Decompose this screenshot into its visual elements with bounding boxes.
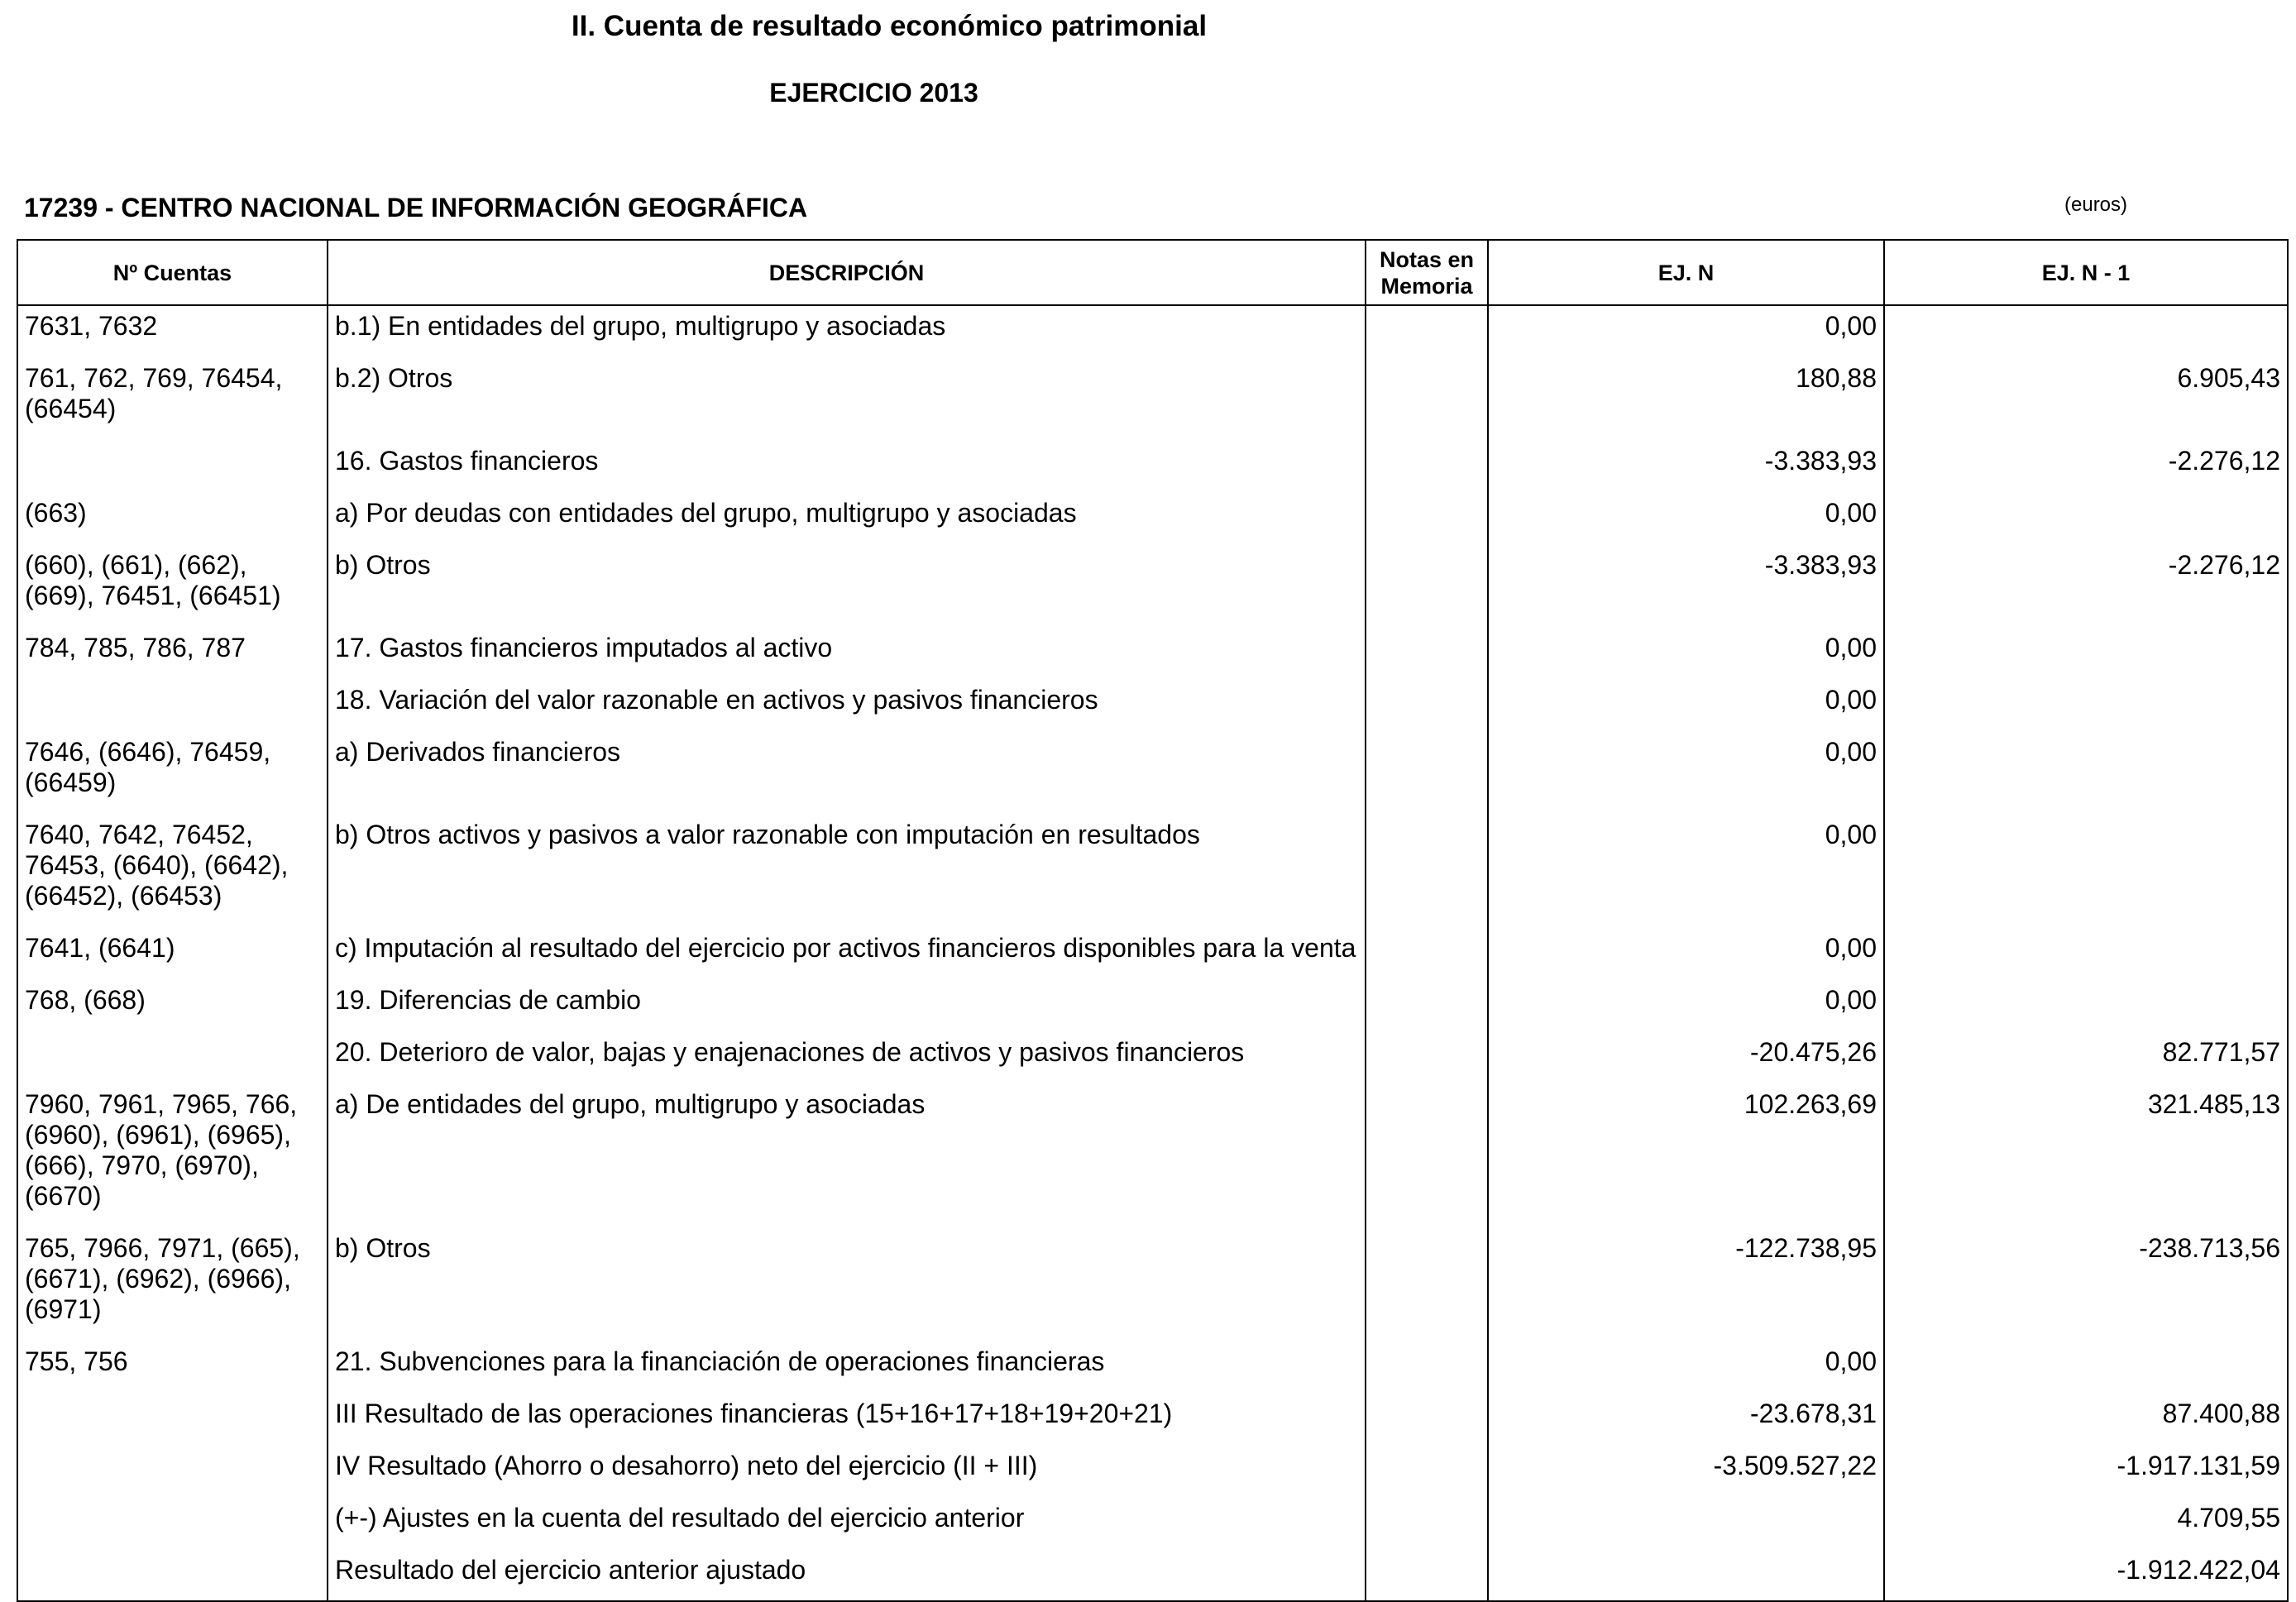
cell-current-year: 0,00 [1488, 815, 1884, 928]
cell-notes [1366, 815, 1488, 928]
cell-previous-year: -238.713,56 [1884, 1228, 2288, 1341]
cell-accounts: 7641, (6641) [17, 928, 328, 980]
cell-current-year: -3.383,93 [1488, 441, 1884, 493]
cell-current-year: 180,88 [1488, 358, 1884, 441]
table-row [17, 1446, 2288, 1498]
cell-description: IV Resultado (Ahorro o desahorro) neto del ejercicio (II + III) [328, 1446, 1366, 1498]
cell-notes [1366, 1084, 1488, 1228]
cell-current-year: -3.509.527,22 [1488, 1446, 1884, 1498]
cell-notes [1366, 1446, 1488, 1498]
cell-notes [1366, 928, 1488, 980]
cell-current-year: 0,00 [1488, 680, 1884, 732]
cell-notes [1366, 1394, 1488, 1446]
cell-previous-year [1884, 305, 2288, 358]
cell-notes [1366, 680, 1488, 732]
header-notes-line2: Memoria [1380, 273, 1473, 299]
cell-previous-year: -1.917.131,59 [1884, 1446, 2288, 1498]
cell-accounts: 765, 7966, 7971, (665), (6671), (6962), (6966), (6971) [17, 1228, 328, 1341]
cell-previous-year [1884, 493, 2288, 545]
cell-description: 16. Gastos financieros [328, 441, 1366, 493]
table-row [17, 680, 2288, 732]
document-title: II. Cuenta de resultado económico patrimonial [571, 10, 1208, 42]
cell-accounts: (663) [17, 493, 328, 545]
table-row [17, 1498, 2288, 1550]
table-row [17, 928, 2288, 980]
cell-accounts [17, 1498, 328, 1550]
cell-accounts: 768, (668) [17, 980, 328, 1032]
table-row [17, 1550, 2288, 1601]
cell-description: 19. Diferencias de cambio [328, 980, 1366, 1032]
cell-current-year: 0,00 [1488, 493, 1884, 545]
header-accounts: Nº Cuentas [17, 240, 328, 305]
table-body [17, 305, 2288, 1601]
cell-previous-year [1884, 628, 2288, 680]
cell-current-year: 0,00 [1488, 928, 1884, 980]
cell-previous-year: -2.276,12 [1884, 545, 2288, 628]
cell-current-year: -122.738,95 [1488, 1228, 1884, 1341]
table-row [17, 628, 2288, 680]
header-notes-line1: Notas en [1379, 246, 1475, 272]
cell-notes [1366, 1498, 1488, 1550]
cell-notes [1366, 358, 1488, 441]
cell-description: a) Derivados financieros [328, 732, 1366, 815]
cell-description: b) Otros [328, 545, 1366, 628]
cell-previous-year: -2.276,12 [1884, 441, 2288, 493]
cell-description: 20. Deterioro de valor, bajas y enajenaciones de activos y pasivos financieros [328, 1032, 1366, 1084]
cell-previous-year [1884, 680, 2288, 732]
table-row [17, 1228, 2288, 1341]
cell-description: b) Otros [328, 1228, 1366, 1341]
table-row [17, 1084, 2288, 1228]
cell-previous-year: 87.400,88 [1884, 1394, 2288, 1446]
cell-accounts: (660), (661), (662), (669), 76451, (66451) [17, 545, 328, 628]
cell-notes [1366, 1032, 1488, 1084]
table-row [17, 305, 2288, 358]
cell-previous-year: 82.771,57 [1884, 1032, 2288, 1084]
cell-notes [1366, 1228, 1488, 1341]
cell-previous-year: 4.709,55 [1884, 1498, 2288, 1550]
table-header-row [17, 240, 2288, 305]
cell-notes [1366, 441, 1488, 493]
cell-current-year: 0,00 [1488, 628, 1884, 680]
cell-accounts: 7640, 7642, 76452, 76453, (6640), (6642), (66452), (66453) [17, 815, 328, 928]
cell-accounts: 761, 762, 769, 76454, (66454) [17, 358, 328, 441]
cell-previous-year [1884, 732, 2288, 815]
cell-notes [1366, 493, 1488, 545]
cell-notes [1366, 305, 1488, 358]
cell-previous-year [1884, 980, 2288, 1032]
cell-previous-year [1884, 928, 2288, 980]
cell-accounts [17, 1550, 328, 1601]
cell-current-year: 0,00 [1488, 1341, 1884, 1394]
cell-current-year: -23.678,31 [1488, 1394, 1884, 1446]
cell-description: Resultado del ejercicio anterior ajustado [328, 1550, 1366, 1601]
cell-accounts: 7646, (6646), 76459, (66459) [17, 732, 328, 815]
currency-units-label: (euros) [2064, 194, 2128, 216]
table-row [17, 980, 2288, 1032]
header-notes [1366, 240, 1488, 305]
cell-description: 17. Gastos financieros imputados al activo [328, 628, 1366, 680]
table-row [17, 358, 2288, 441]
cell-accounts: 784, 785, 786, 787 [17, 628, 328, 680]
table-row [17, 732, 2288, 815]
cell-notes [1366, 628, 1488, 680]
cell-current-year: 0,00 [1488, 980, 1884, 1032]
entity-heading: 17239 - CENTRO NACIONAL DE INFORMACIÓN GEOGRÁFICA [24, 193, 808, 222]
cell-previous-year: 321.485,13 [1884, 1084, 2288, 1228]
cell-previous-year: 6.905,43 [1884, 358, 2288, 441]
cell-description: c) Imputación al resultado del ejercicio por activos financieros disponibles para la venta [328, 928, 1366, 980]
cell-previous-year: -1.912.422,04 [1884, 1550, 2288, 1601]
cell-previous-year [1884, 1341, 2288, 1394]
table-row [17, 441, 2288, 493]
header-previous-year: EJ. N - 1 [1884, 240, 2288, 305]
cell-accounts [17, 1394, 328, 1446]
cell-description: 18. Variación del valor razonable en activos y pasivos financieros [328, 680, 1366, 732]
cell-notes [1366, 980, 1488, 1032]
cell-accounts [17, 441, 328, 493]
cell-accounts [17, 1446, 328, 1498]
cell-accounts: 7631, 7632 [17, 305, 328, 358]
table-row [17, 815, 2288, 928]
cell-description: b.2) Otros [328, 358, 1366, 441]
cell-description: a) De entidades del grupo, multigrupo y asociadas [328, 1084, 1366, 1228]
cell-notes [1366, 545, 1488, 628]
income-statement-table [17, 239, 2289, 1602]
header-current-year: EJ. N [1488, 240, 1884, 305]
cell-current-year: 0,00 [1488, 305, 1884, 358]
cell-current-year: 102.263,69 [1488, 1084, 1884, 1228]
fiscal-year-heading: EJERCICIO 2013 [769, 78, 978, 108]
cell-description: b.1) En entidades del grupo, multigrupo y asociadas [328, 305, 1366, 358]
cell-notes [1366, 1550, 1488, 1601]
cell-current-year [1488, 1550, 1884, 1601]
cell-description: a) Por deudas con entidades del grupo, multigrupo y asociadas [328, 493, 1366, 545]
cell-accounts [17, 1032, 328, 1084]
cell-current-year: -3.383,93 [1488, 545, 1884, 628]
cell-description: 21. Subvenciones para la financiación de operaciones financieras [328, 1341, 1366, 1394]
cell-notes [1366, 732, 1488, 815]
cell-accounts: 7960, 7961, 7965, 766, (6960), (6961), (6965), (666), 7970, (6970), (6670) [17, 1084, 328, 1228]
cell-description: (+-) Ajustes en la cuenta del resultado del ejercicio anterior [328, 1498, 1366, 1550]
table-row [17, 493, 2288, 545]
cell-current-year [1488, 1498, 1884, 1550]
cell-current-year: 0,00 [1488, 732, 1884, 815]
table-row [17, 1341, 2288, 1394]
table-row [17, 545, 2288, 628]
cell-description: b) Otros activos y pasivos a valor razonable con imputación en resultados [328, 815, 1366, 928]
cell-accounts [17, 680, 328, 732]
table-row [17, 1394, 2288, 1446]
cell-current-year: -20.475,26 [1488, 1032, 1884, 1084]
cell-accounts: 755, 756 [17, 1341, 328, 1394]
cell-description: III Resultado de las operaciones financieras (15+16+17+18+19+20+21) [328, 1394, 1366, 1446]
cell-previous-year [1884, 815, 2288, 928]
header-description: DESCRIPCIÓN [328, 240, 1366, 305]
cell-notes [1366, 1341, 1488, 1394]
table-row [17, 1032, 2288, 1084]
